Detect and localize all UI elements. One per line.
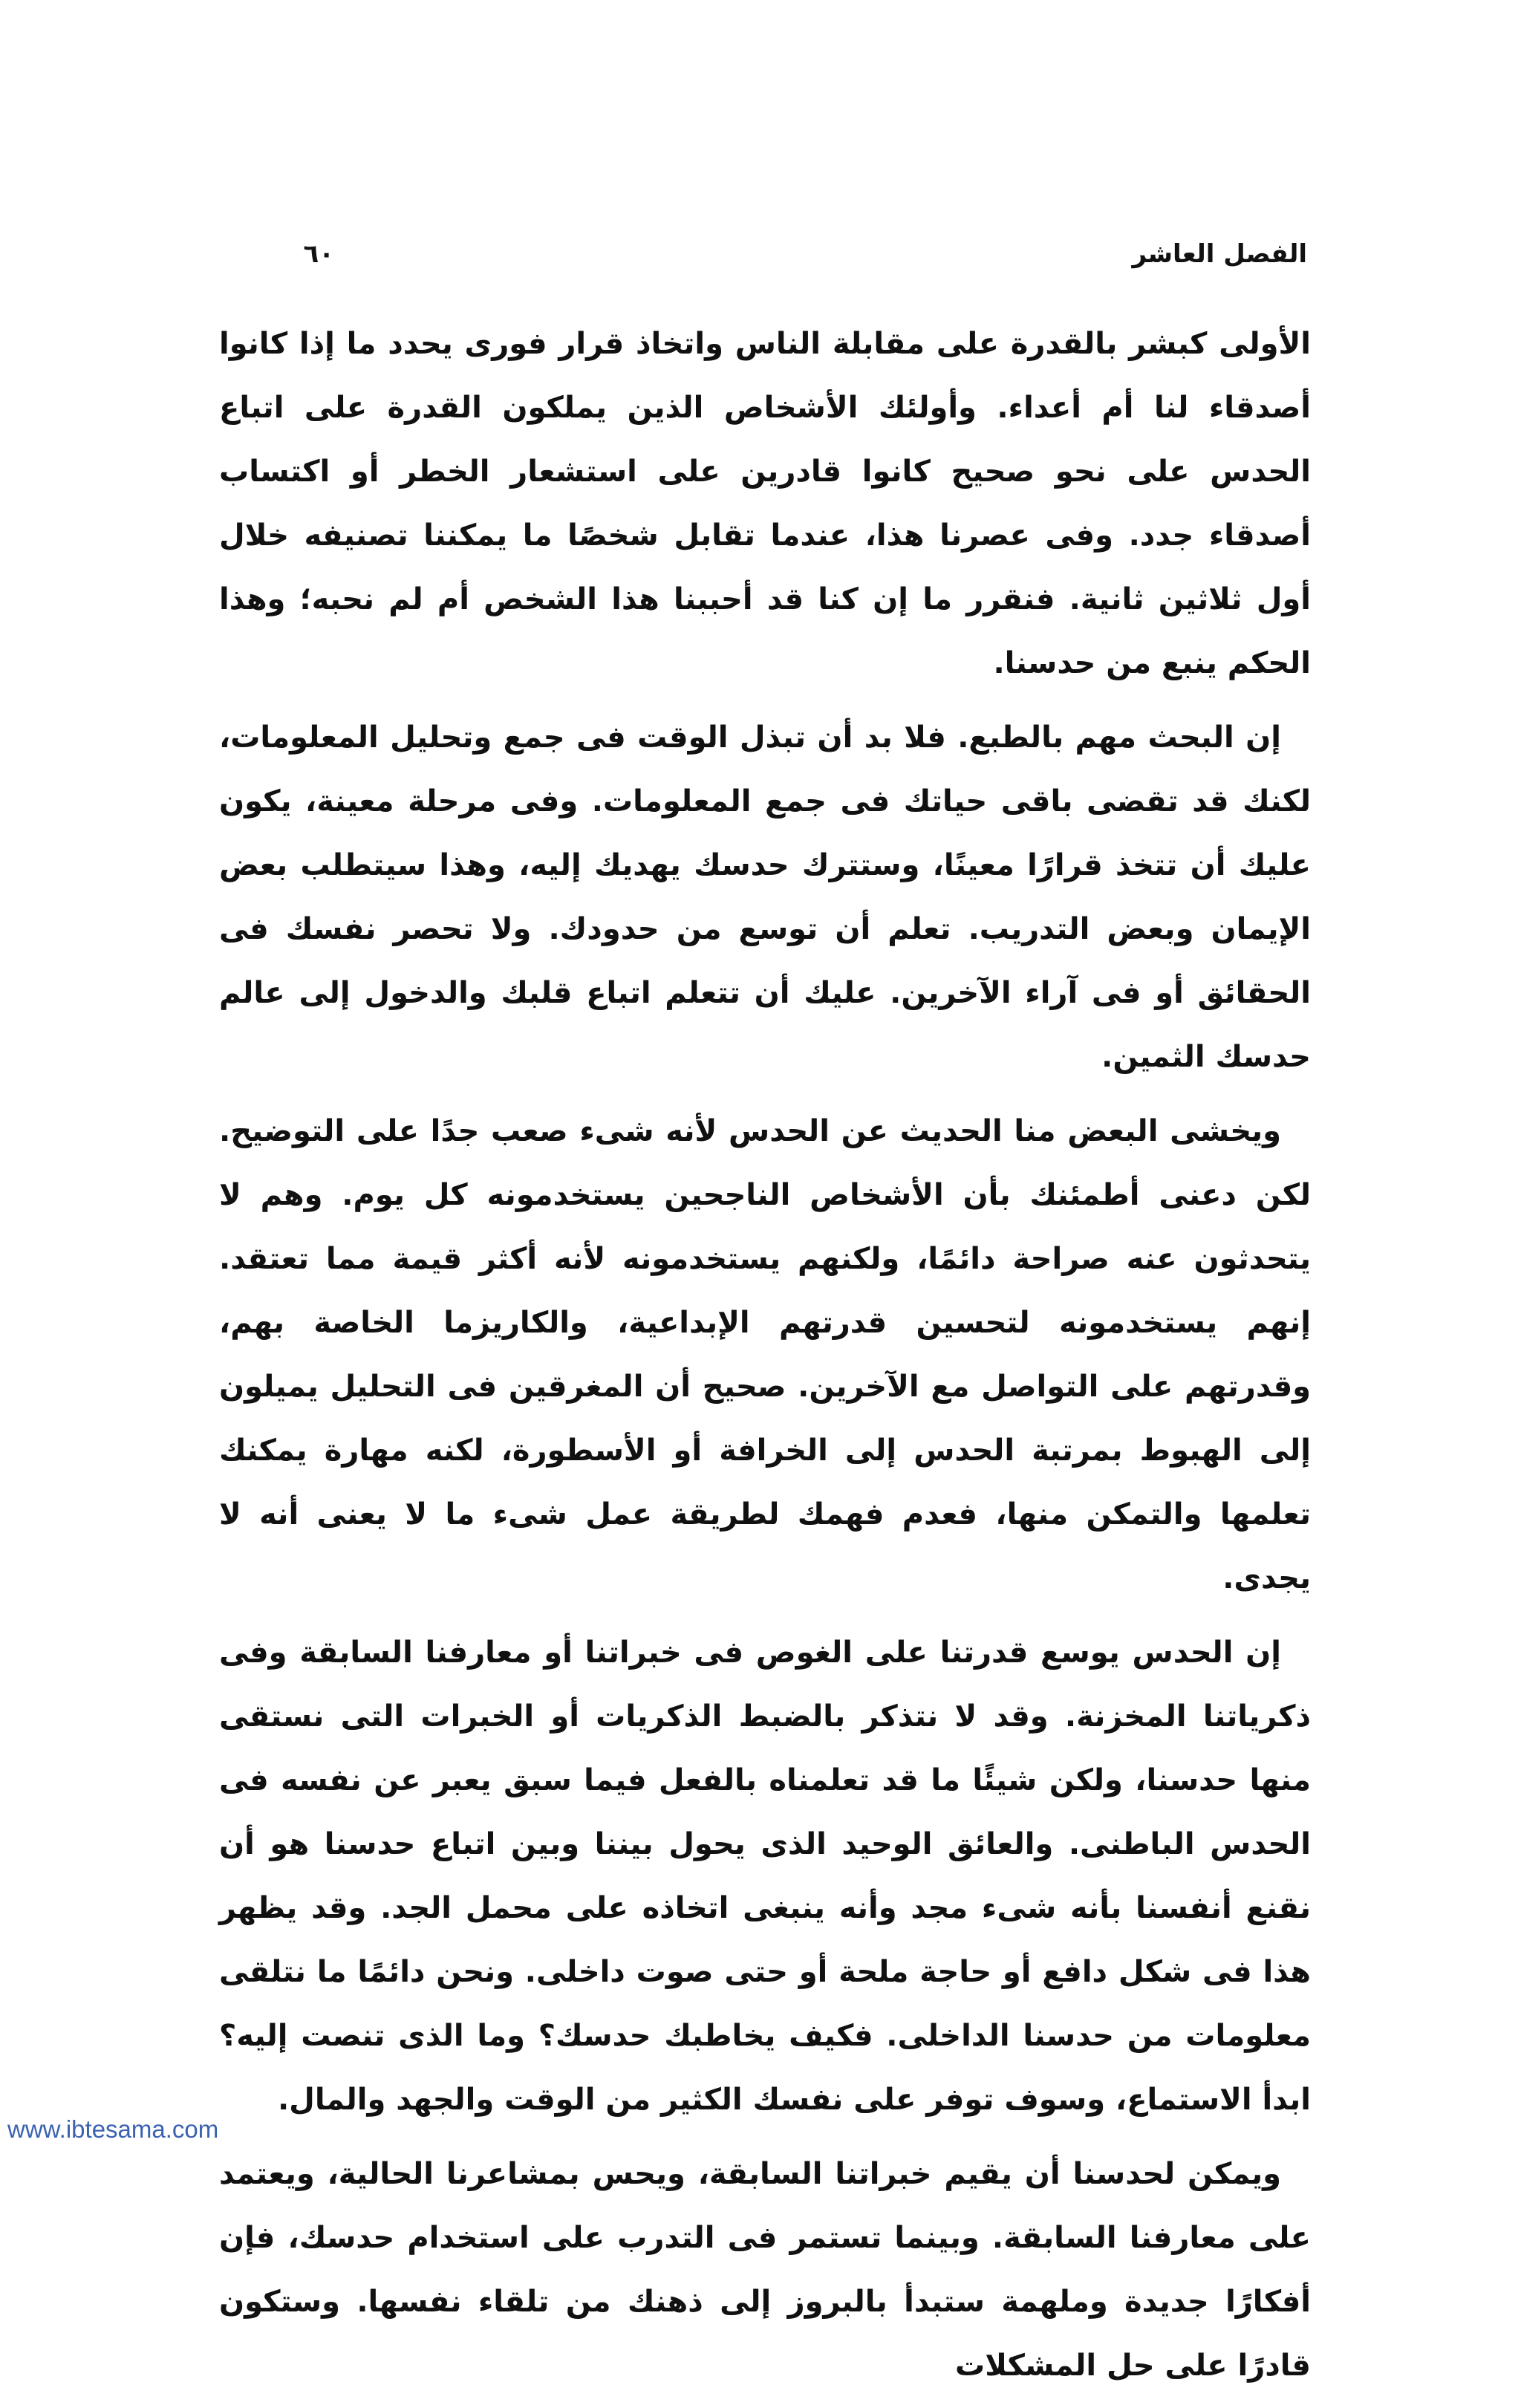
paragraph-5: ويمكن لحدسنا أن يقيم خبراتنا السابقة، ويحس بمشاعرنا الحالية، ويعتمد على معارفنا السابقة. وبينما تستمر فى التدرب على استخدام حدسك، فإن أفكارًا جديدة وملهمة ستبدأ بالبروز إلى ذهنك من تلقاء نفسها. وستكون قادرًا على حل المشكلات: [219, 2157, 1311, 2383]
footer-url[interactable]: www.ibtesama.com: [7, 2115, 219, 2143]
paragraph-4: إن الحدس يوسع قدرتنا على الغوص فى خبراتنا أو معارفنا السابقة وفى ذكرياتنا المخزنة. وقد لا نتذكر بالضبط الذكريات أو الخبرات التى نستقى منها حدسنا، ولكن شيئًا ما قد تعلمناه بالفعل فيما سبق يعبر عن نفسه فى الحدس الباطنى. والعائق الوحيد الذى يحول بيننا وبين اتباع حدسنا هو أن نقنع أنفسنا بأنه شىء مجد وأنه ينبغى اتخاذه على محمل الجد. وقد يظهر هذا فى شكل دافع أو حاجة ملحة أو حتى صوت داخلى. ونحن دائمًا ما نتلقى معلومات من حدسنا الداخلى. فكيف يخاطبك حدسك؟ وما الذى تنصت إليه؟ ابدأ الاستماع، وسوف توفر على نفسك الكثير من الوقت والجهد والمال.: [219, 1636, 1311, 2117]
paragraph-1: الأولى كبشر بالقدرة على مقابلة الناس واتخاذ قرار فورى يحدد ما إذا كانوا أصدقاء لنا أم أعداء. وأولئك الأشخاص الذين يملكون القدرة على اتباع الحدس على نحو صحيح كانوا قادرين على استشعار الخطر أو اكتساب أصدقاء جدد. وفى عصرنا هذا، عندما تقابل شخصًا ما يمكننا تصنيفه خلال أول ثلاثين ثانية. فنقرر ما إن كنا قد أحببنا هذا الشخص أم لم نحبه؛ وهذا الحكم ينبع من حدسنا.: [219, 327, 1311, 680]
paragraph-3: ويخشى البعض منا الحديث عن الحدس لأنه شىء صعب جدًا على التوضيح. لكن دعنى أطمئنك بأن الأشخاص الناجحين يستخدمونه كل يوم. وهم لا يتحدثون عنه صراحة دائمًا، ولكنهم يستخدمونه لأنه أكثر قيمة مما تعتقد. إنهم يستخدمونه لتحسين قدرتهم الإبداعية، والكاريزما الخاصة بهم، وقدرتهم على التواصل مع الآخرين. صحيح أن المغرقين فى التحليل يميلون إلى الهبوط بمرتبة الحدس إلى الخرافة أو الأسطورة، لكنه مهارة يمكنك تعلمها والتمكن منها، فعدم فهمك لطريقة عمل شىء ما لا يعنى أنه لا يجدى.: [219, 1114, 1311, 1595]
page-header: [223, 239, 1307, 284]
chapter-title: الفصل العاشر: [1132, 239, 1307, 269]
page-number: ٦٠: [303, 239, 334, 269]
body-text: [219, 312, 1311, 2408]
paragraph-2: إن البحث مهم بالطبع. فلا بد أن تبذل الوقت فى جمع وتحليل المعلومات، لكنك قد تقضى باقى حياتك فى جمع المعلومات. وفى مرحلة معينة، يكون عليك أن تتخذ قرارًا معينًا، وستترك حدسك يهديك إليه، وهذا سيتطلب بعض الإيمان وبعض التدريب. تعلم أن توسع من حدودك. ولا تحصر نفسك فى الحقائق أو فى آراء الآخرين. عليك أن تتعلم اتباع قلبك والدخول إلى عالم حدسك الثمين.: [219, 720, 1311, 1074]
